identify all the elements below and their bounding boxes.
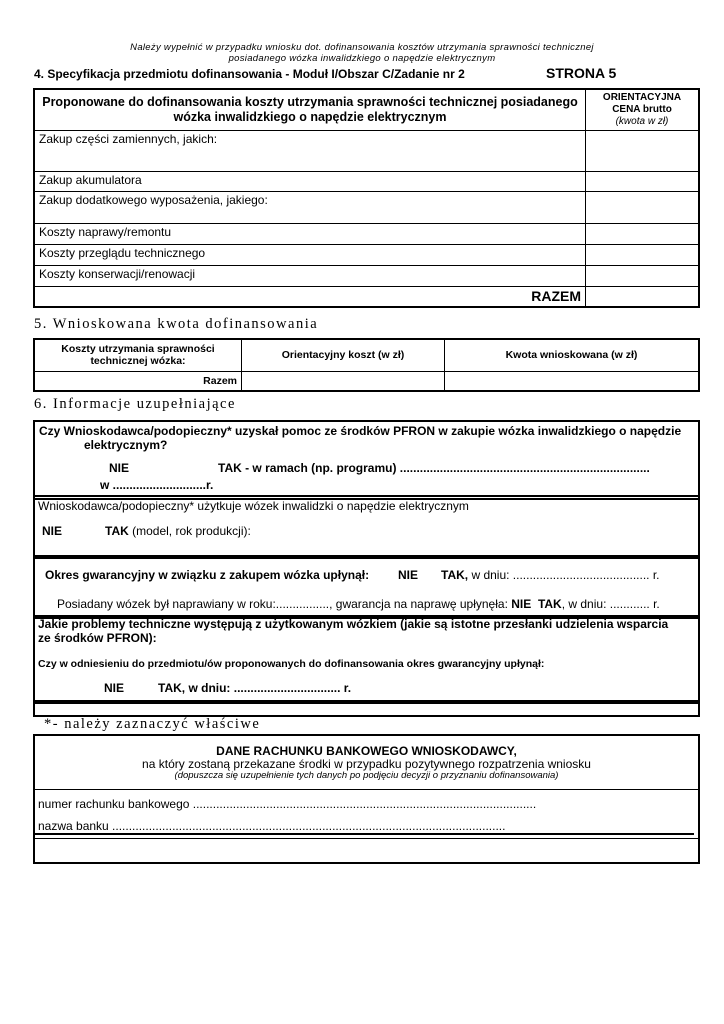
cost-row-value[interactable] <box>586 172 700 192</box>
info-box-empty <box>33 700 700 717</box>
bank-name[interactable]: nazwa banku ...................................................................................................................... <box>38 819 506 833</box>
q-items-warranty-yes[interactable]: TAK, w dniu: ................................ r. <box>158 681 352 695</box>
q-uses-wheelchair-yes-group[interactable] <box>105 524 251 538</box>
cost-row-label: Zakup części zamiennych, jakich: <box>34 131 586 172</box>
amount-col-requested: Kwota wnioskowana (w zł) <box>445 339 700 371</box>
cost-row-value[interactable] <box>586 131 700 172</box>
price-header-line3: (kwota w zł) <box>615 116 669 127</box>
cost-row-value[interactable] <box>586 245 700 266</box>
q-pfron-help-year[interactable]: w ............................r. <box>100 478 214 492</box>
section6-title: 6. Informacje uzupełniające <box>34 396 236 412</box>
footnote: *- należy zaznaczyć właściwe <box>44 716 261 732</box>
q-warranty-no[interactable]: NIE <box>398 568 419 582</box>
q-pfron-help-cont: elektrycznym? <box>84 438 168 452</box>
cost-row-value[interactable] <box>586 224 700 245</box>
q-items-warranty: Czy w odniesieniu do przedmiotu/ów proponowanych do dofinansowania okres gwarancyjny upłynął: <box>38 658 545 670</box>
amount-col-costs: Koszty utrzymania sprawności technicznej wózka: <box>34 339 242 371</box>
cost-row-value[interactable] <box>586 266 700 287</box>
q-uses-wheelchair: Wnioskodawca/podopieczny* użytkuje wózek inwalidzki o napędzie elektrycznym <box>38 499 469 513</box>
amount-total-label: Razem <box>34 371 242 391</box>
q-uses-wheelchair-no[interactable]: NIE <box>42 524 63 538</box>
q-repair-date: , w dniu: ............ r. <box>561 597 660 611</box>
price-header <box>586 89 700 131</box>
costs-table <box>33 88 700 308</box>
amount-total-estimated[interactable] <box>242 371 445 391</box>
cost-row-label: Zakup dodatkowego wyposażenia, jakiego: <box>34 192 586 224</box>
q-warranty-expired: Okres gwarancyjny w związku z zakupem wózka upłynął: <box>45 568 370 582</box>
q-pfron-help: Czy Wnioskodawca/podopieczny* uzyskał pomoc ze środków PFRON w zakupie wózka inwalidzkiego o napędzie <box>39 424 682 438</box>
bank-divider-bottom <box>35 833 694 835</box>
q-pfron-help-yes[interactable]: TAK - w ramach (np. programu) ........................................................................... <box>218 461 650 475</box>
q-repair-yes[interactable]: TAK <box>537 597 562 611</box>
page-label: STRONA 5 <box>546 65 617 81</box>
amount-col-estimated: Orientacyjny koszt (w zł) <box>242 339 445 371</box>
instruction-note-line1: Należy wypełnić w przypadku wniosku dot. dofinansowania kosztów utrzymania sprawności technicznej <box>130 42 594 53</box>
costs-total-value[interactable] <box>586 287 700 307</box>
cost-row-label: Zakup akumulatora <box>34 172 586 192</box>
section5-title: 5. Wnioskowana kwota dofinansowania <box>34 316 319 332</box>
bank-account-number[interactable]: numer rachunku bankowego ....................................................................................................... <box>38 797 537 811</box>
bank-subtitle: na który zostaną przekazane środki w przypadku pozytywnego rozpatrzenia wniosku <box>142 757 591 771</box>
costs-header: Proponowane do dofinansowania koszty utrzymania sprawności technicznej posiadanego wózka inwalidzkiego o napędzie elektrycznym <box>34 89 586 131</box>
cost-row-value[interactable] <box>586 192 700 224</box>
section4-title: 4. Specyfikacja przedmiotu dofinansowania - Moduł I/Obszar C/Zadanie nr 2 <box>34 67 465 81</box>
q-uses-wheelchair-yes[interactable]: TAK <box>105 524 129 538</box>
amount-table <box>33 338 700 392</box>
q-technical-problems-cont: ze środków PFRON): <box>38 631 157 645</box>
bank-divider-top <box>35 789 698 790</box>
q-technical-problems: Jakie problemy techniczne występują z użytkowanym wózkiem (jakie są istotne przesłanki udzielenia wsparcia <box>38 617 669 631</box>
cost-row-label: Koszty przeglądu technicznego <box>34 245 586 266</box>
costs-total-label: RAZEM <box>34 287 586 307</box>
price-header-line1: ORIENTACYJNA <box>602 92 682 103</box>
q-warranty-yes[interactable]: TAK, <box>441 568 469 582</box>
q-pfron-help-no[interactable]: NIE <box>109 461 130 475</box>
cost-row-label: Koszty naprawy/remontu <box>34 224 586 245</box>
q-repair-no[interactable]: NIE <box>511 597 532 611</box>
bank-title: DANE RACHUNKU BANKOWEGO WNIOSKODAWCY, <box>216 744 517 758</box>
q-warranty-yes-group[interactable] <box>441 568 660 582</box>
bank-note: (dopuszcza się uzupełnienie tych danych po podjęciu decyzji o przyznaniu dofinansowania) <box>174 770 559 781</box>
instruction-note-line2: posiadanego wózka inwalidzkiego o napędzie elektrycznym <box>228 53 496 64</box>
q-repair-year: Posiadany wózek był naprawiany w roku:................, gwarancja na naprawę upłynęła: <box>57 597 508 611</box>
amount-total-requested[interactable] <box>445 371 700 391</box>
q-items-warranty-no[interactable]: NIE <box>104 681 125 695</box>
bank-divider-bottom-2 <box>35 838 698 839</box>
price-header-line2: CENA brutto <box>612 104 672 115</box>
q-uses-wheelchair-model: (model, rok produkcji): <box>128 524 251 538</box>
cost-row-label: Koszty konserwacji/renowacji <box>34 266 586 287</box>
q-repair-group <box>57 597 660 611</box>
q-warranty-date: w dniu: ......................................... r. <box>468 568 660 582</box>
